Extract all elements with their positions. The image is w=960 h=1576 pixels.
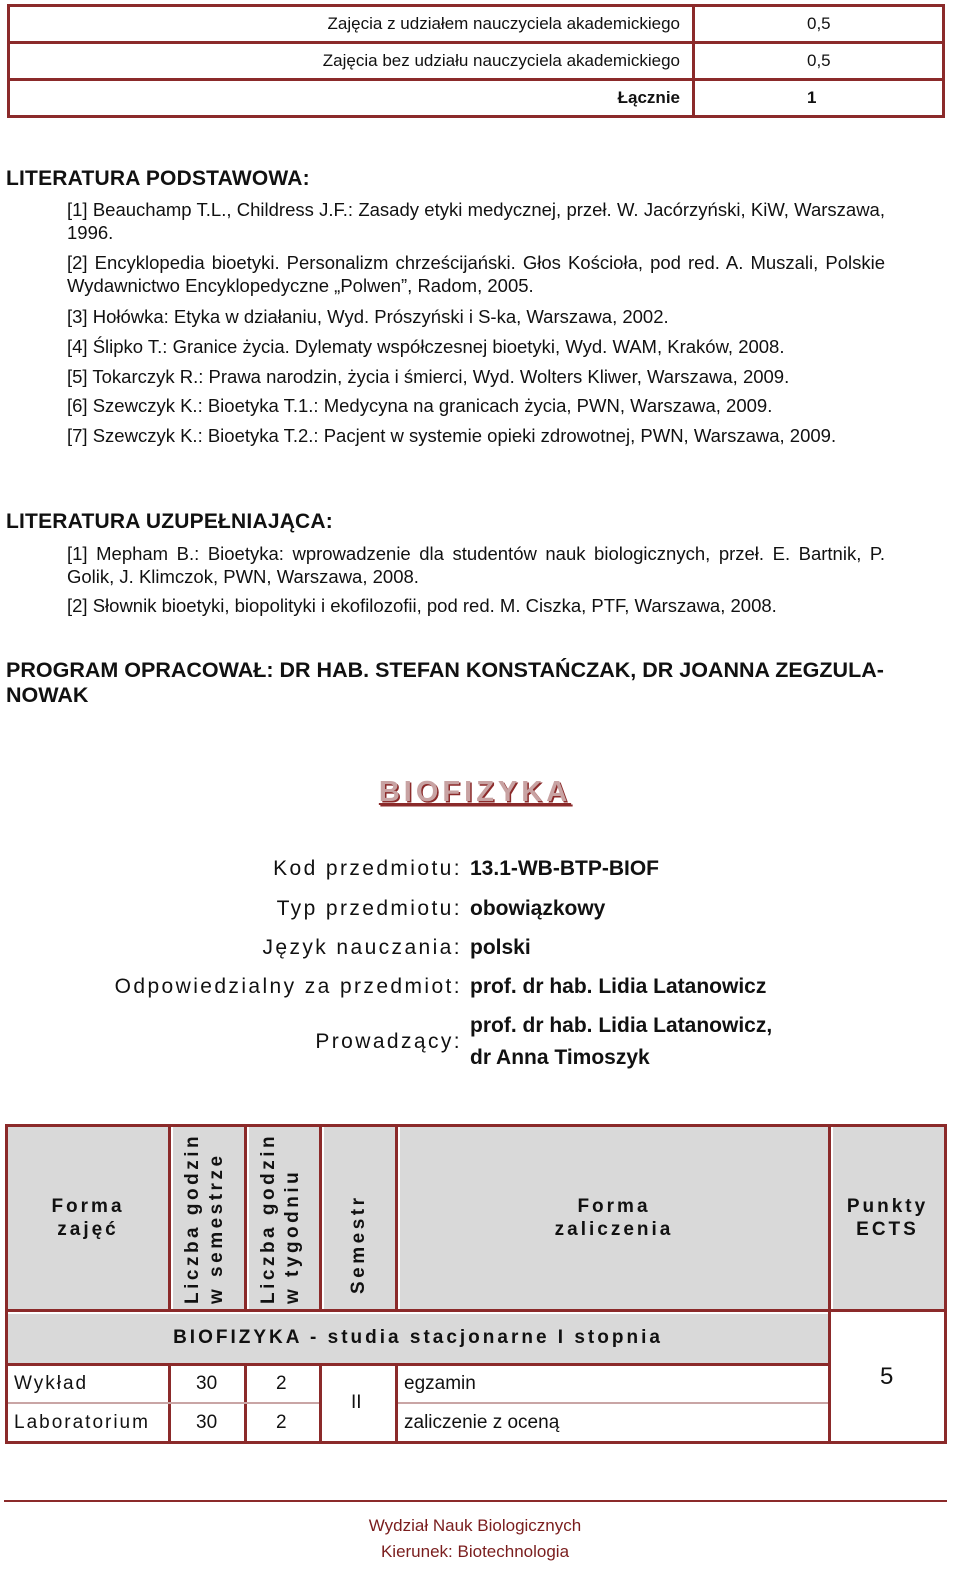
literature-item: [1] Beauchamp T.L., Childress J.F.: Zasady etyki medycznej, przeł. W. Jacórzyński, KiW, Warszawa, 1996.: [67, 199, 885, 243]
literature-item: [7] Szewczyk K.: Bioetyka T.2.: Pacjent w systemie opieki zdrowotnej, PWN, Warszawa, 2009.: [67, 425, 837, 446]
row-credit: zaliczenie z oceną: [404, 1412, 560, 1433]
hours-label: Zajęcia bez udziału nauczyciela akademickiego: [9, 43, 694, 80]
divider: [8, 1402, 319, 1404]
header-hours-semester-line2: w semestrze: [206, 1152, 227, 1304]
subject-responsible-label: Odpowiedzialny za przedmiot:: [114, 975, 462, 998]
hours-label: Zajęcia z udziałem nauczyciela akademickiego: [9, 6, 694, 43]
study-caption: BIOFIZYKA - studia stacjonarne I stopnia: [173, 1327, 663, 1348]
row-hours-week: 2: [276, 1412, 287, 1433]
subject-code-label: Kod przedmiotu:: [273, 857, 462, 880]
divider: [398, 1402, 828, 1404]
header-semester-text: Semestr: [348, 1194, 369, 1294]
header-form-line1: Forma: [51, 1196, 125, 1217]
literature-item: [2] Encyklopedia bioetyki. Personalizm chrześcijański. Głos Kościoła, pod red. A. Muszali, Polskie Wydawnictwo Encyklopedyczne „Polwen”, Radom, 2005.: [67, 252, 885, 296]
divider: [319, 1365, 322, 1441]
divider: [8, 1312, 828, 1314]
row-form: Laboratorium: [14, 1412, 150, 1433]
subject-teachers-line1: prof. dr hab. Lidia Latanowicz,: [470, 1014, 773, 1037]
ects-value: 5: [880, 1363, 894, 1390]
table-row: [9, 6, 944, 43]
divider: [171, 1127, 173, 1311]
header-hours-semester-line1: Liczba godzin: [182, 1132, 203, 1304]
hours-total-value: 1: [694, 80, 944, 117]
literature-item: [3] Hołówka: Etyka w działaniu, Wyd. Prószyński i S-ka, Warszawa, 2002.: [67, 306, 669, 327]
subject-responsible-value: prof. dr hab. Lidia Latanowicz: [470, 975, 767, 998]
hours-total-label: Łącznie: [9, 80, 694, 117]
literature-item: [6] Szewczyk K.: Bioetyka T.1.: Medycyna na granicach życia, PWN, Warszawa, 2009.: [67, 395, 773, 416]
divider: [247, 1127, 249, 1311]
row-credit: egzamin: [404, 1373, 476, 1394]
header-credit-line2: zaliczenia: [554, 1219, 674, 1240]
footer-faculty: Wydział Nauk Biologicznych: [368, 1516, 582, 1535]
subject-language-label: Język nauczania:: [262, 936, 462, 959]
header-form: [8, 1195, 168, 1241]
divider: [322, 1127, 324, 1311]
row-form: Wykład: [14, 1373, 89, 1394]
table-row: [9, 80, 944, 117]
subject-type-value: obowiązkowy: [470, 897, 606, 920]
table-row: [9, 43, 944, 80]
semester-value: II: [351, 1392, 362, 1413]
header-hours-week: [257, 1134, 305, 1304]
row-hours-semester: 30: [196, 1412, 218, 1433]
subject-teachers-line2: dr Anna Timoszyk: [470, 1046, 650, 1069]
header-ects-line1: Punkty: [846, 1196, 929, 1217]
subject-teachers-label: Prowadzący:: [315, 1030, 462, 1053]
header-hours-semester: [181, 1134, 229, 1304]
header-semester: [347, 1144, 371, 1294]
subject-title: BIOFIZYKA: [378, 776, 572, 808]
subject-code-value: 13.1-WB-BTP-BIOF: [470, 857, 659, 880]
hours-value: 0,5: [694, 6, 944, 43]
header-ects: [831, 1195, 944, 1241]
row-hours-week: 2: [276, 1373, 287, 1394]
footer-divider: [4, 1500, 947, 1502]
footer-field: Kierunek: Biotechnologia: [380, 1542, 570, 1561]
literature-basic-heading: LITERATURA PODSTAWOWA:: [6, 167, 310, 190]
header-ects-line2: ECTS: [856, 1219, 919, 1240]
hours-table: [7, 4, 945, 118]
hours-value: 0,5: [694, 43, 944, 80]
literature-item: [2] Słownik bioetyki, biopolityki i ekofilozofii, pod red. M. Ciszka, PTF, Warszawa, 2008.: [67, 595, 777, 616]
header-hours-week-line2: w tygodniu: [282, 1168, 303, 1304]
divider: [8, 1363, 828, 1366]
header-credit-line1: Forma: [577, 1196, 651, 1217]
program-author: PROGRAM OPRACOWAŁ: DR HAB. STEFAN KONSTAŃCZAK, DR JOANNA ZEGZULA-NOWAK: [6, 658, 884, 707]
literature-extra-heading: LITERATURA UZUPEŁNIAJĄCA:: [6, 510, 333, 533]
header-credit-form: [400, 1195, 828, 1241]
header-hours-week-line1: Liczba godzin: [258, 1132, 279, 1304]
subject-language-value: polski: [470, 936, 531, 959]
literature-item: [1] Mepham B.: Bioetyka: wprowadzenie dla studentów nauk biologicznych, przeł. E. Bartnik, P. Golik, J. Klimczok, PWN, Warszawa, 2008.: [67, 543, 885, 587]
row-hours-semester: 30: [196, 1373, 218, 1394]
course-table: [5, 1124, 947, 1444]
subject-type-label: Typ przedmiotu:: [276, 897, 462, 920]
literature-item: [5] Tokarczyk R.: Prawa narodzin, życia i śmierci, Wyd. Wolters Kliwer, Warszawa, 2009.: [67, 366, 790, 387]
literature-item: [4] Ślipko T.: Granice życia. Dylematy współczesnej bioetyki, Wyd. WAM, Kraków, 2008.: [67, 336, 785, 357]
header-form-line2: zajęć: [57, 1219, 119, 1240]
